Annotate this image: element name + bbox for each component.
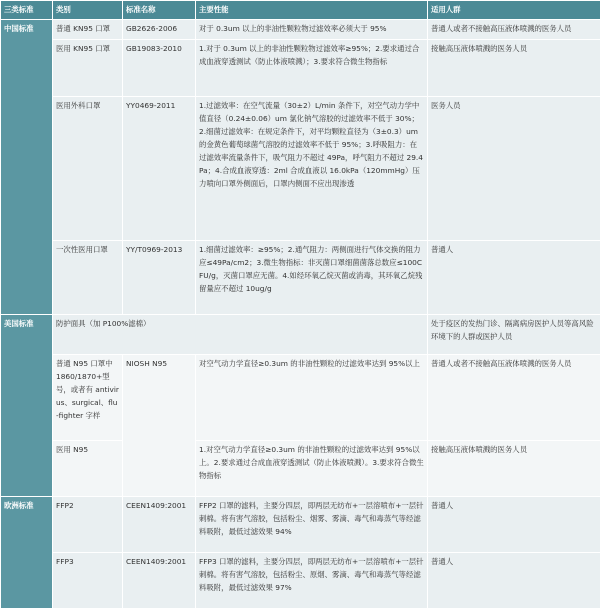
performance-cell: 对空气动力学直径≥0.3um 的非油性颗粒的过滤效率达到 95%以上 xyxy=(196,355,428,441)
table-row xyxy=(1,97,600,241)
category-cell: 防护面具（加 P100%滤棉） xyxy=(53,315,428,355)
performance-cell: FFP3 口罩的滤料，主要分四层，即两层无纺布+一层溶喷布+一层针刺棉。将有害气溶胶，包括粉尘、原烟、雾滴、毒气和毒蒸气等经滤料吸附，最低过滤效果 97% xyxy=(196,553,428,609)
performance-cell: 1.细菌过滤效率：≥95%；2.通气阻力：两侧面进行气体交换的阻力应≤49Pa/cm2；3.微生物指标：非灭菌口罩细菌菌落总数应≤100CFU/g，灭菌口罩应无菌。4.如经环氧乙烷灭菌或消毒，其环氧乙烷残留量应不超过 10ug/g xyxy=(196,241,428,315)
category-cell: 医用外科口罩 xyxy=(53,97,123,241)
audience-cell: 普通人或者不接触高压液体喷溅的医务人员 xyxy=(428,20,600,40)
audience-cell: 普通人 xyxy=(428,241,600,315)
header-standard: 标准名称 xyxy=(123,1,196,20)
standard-cell: YY/T0969-2013 xyxy=(123,241,196,315)
performance-cell: 对于 0.3um 以上的非油性颗粒物过滤效率必须大于 95% xyxy=(196,20,428,40)
standard-cell: NIOSH N95 xyxy=(123,355,196,497)
standard-cell: CEEN1409:2001 xyxy=(123,497,196,553)
performance-cell: FFP2 口罩的滤料，主要分四层，即两层无纺布+一层溶喷布+一层针刺棉。将有害气溶胶，包括粉尘、烟雾、雾滴、毒气和毒蒸气等经滤料吸附，最低过滤效果 94% xyxy=(196,497,428,553)
standard-cell: YY0469-2011 xyxy=(123,97,196,241)
table-row xyxy=(1,241,600,315)
category-cell: FFP3 xyxy=(53,553,123,609)
table-row xyxy=(1,40,600,97)
category-cell: 医用 KN95 口罩 xyxy=(53,40,123,97)
category-cell: 普通 KN95 口罩 xyxy=(53,20,123,40)
audience-cell: 接触高压液体喷溅的医务人员 xyxy=(428,40,600,97)
performance-cell: 1.对于 0.3um 以上的非油性颗粒物过滤效率≥95%；2.要求通过合成血液穿透测试（防止体液喷溅）；3.要求符合微生物指标 xyxy=(196,40,428,97)
header-performance: 主要性能 xyxy=(196,1,428,20)
region-china: 中国标准 xyxy=(1,20,53,315)
table-row xyxy=(1,497,600,553)
table-row xyxy=(1,553,600,609)
table-row xyxy=(1,20,600,40)
category-cell: 一次性医用口罩 xyxy=(53,241,123,315)
category-cell: 普通 N95 口罩中 1860/1870+型号，或者有 antivirus、surgical、flu-fighter 字样 xyxy=(53,355,123,441)
table-row xyxy=(1,315,600,355)
audience-cell: 接触高压液体喷溅的医务人员 xyxy=(428,441,600,497)
region-europe: 欧洲标准 xyxy=(1,497,53,609)
audience-cell: 普通人 xyxy=(428,497,600,553)
standard-cell: GB2626-2006 xyxy=(123,20,196,40)
header-tier: 三类标准 xyxy=(1,1,53,20)
standard-cell: CEEN1409:2001 xyxy=(123,553,196,609)
audience-cell: 医务人员 xyxy=(428,97,600,241)
header-row xyxy=(1,1,600,20)
audience-cell: 普通人 xyxy=(428,553,600,609)
standard-cell: GB19083-2010 xyxy=(123,40,196,97)
audience-cell: 处于疫区的发热门诊、隔离病房医护人员等高风险环境下的人群或医护人员 xyxy=(428,315,600,355)
performance-cell: 1.对空气动力学直径≥0.3um 的非油性颗粒的过滤效率达到 95%以上。2.要求通过合成血液穿透测试（防止体液喷溅）。3.要求符合微生物指标 xyxy=(196,441,428,497)
performance-cell: 1.过滤效率：在空气流量（30±2）L/min 条件下，对空气动力学中值直径（0.24±0.06）um 氯化钠气溶胶的过滤效率不低于 30%；2.细菌过滤效率：在规定条件下，对平均颗粒直径为（3±0.3）um 的金黄色葡萄球菌气溶胶的过滤效率不低于 95%；3.呼吸阻力：在过滤效率流量条件下，吸气阻力不超过 49Pa，呼气阻力不超过 29.4Pa；4.合成血液穿透：2ml 合成血液以 16.0kPa（120mmHg）压力喷向口罩外侧面后，口罩内侧面不应出现渗透 xyxy=(196,97,428,241)
category-cell: 医用 N95 xyxy=(53,441,123,497)
region-usa: 美国标准 xyxy=(1,315,53,497)
table-row xyxy=(1,441,600,497)
header-audience: 适用人群 xyxy=(428,1,600,20)
table-row xyxy=(1,355,600,441)
audience-cell: 普通人或者不接触高压液体喷溅的医务人员 xyxy=(428,355,600,441)
category-cell: FFP2 xyxy=(53,497,123,553)
header-category: 类别 xyxy=(53,1,123,20)
